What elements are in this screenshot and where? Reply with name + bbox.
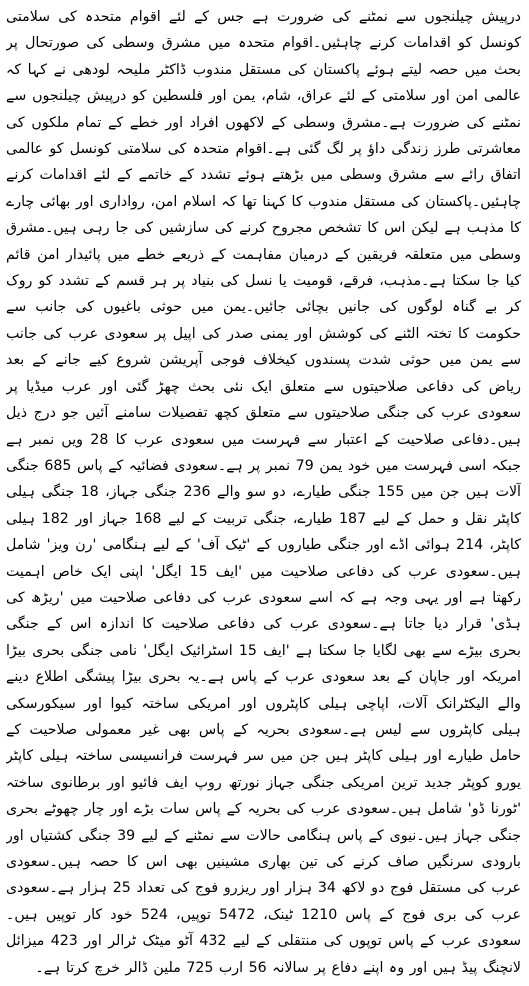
article-body: درپیش چیلنجوں سے نمٹنے کی ضرورت ہے جس کے لئے اقوام متحدہ کی سلامتی کونسل کو اقدامات کرنے چاہئیں۔اقوام متحدہ میں مشرق وسطی کی صورتحال پر بحث میں حصہ لیتے ہوئے پاکستان کی مستقل مندوب ڈاکٹر ملیحہ لودھی نے کہا کہ عالمی امن اور سلامتی کے لئے عراق، شام، یمن اور فلسطین کو درپیش چیلنجوں سے نمٹنے کی ضرورت ہے۔مشرق وسطی کے لاکھوں افراد اور خطے کے تمام ملکوں کی معاشرتی طرز زندگی داؤ پر لگ گئی ہے۔اقوام متحدہ کی سلامتی کونسل کو عالمی اتفاق رائے سے مشرق وسطی میں بڑھتے ہوئے تشدد کے خاتمے کے لئے اقدامات کرنے چاہئیں۔پاکستان کی مستقل مندوب کا کہنا تھا کہ اسلام امن، رواداری اور بھائی چارے کا مذہب ہے لیکن اس کا تشخص مجروح کرنے کی سازشیں کی جا رہی ہیں۔مشرق وسطی میں متعلقہ فریقین کے درمیان مفاہمت کے ذریعے خطے میں پائیدار امن قائم کیا جا سکتا ہے۔مذہب، فرقے، قومیت یا نسل کی بنیاد پر ہر قسم کے تشدد کو روک کر بے گناہ لوگوں کی جانیں بچائی جائیں۔یمن میں حوثی باغیوں کی جانب سے حکومت کا تختہ الٹنے کی کوشش اور یمنی صدر کی اپیل پر سعودی عرب کی جانب سے یمن میں حوثی شدت پسندوں کیخلاف فوجی آپریشن شروع کیے جانے کے بعد ریاض کی دفاعی صلاحیتوں سے متعلق ایک نئی بحث چھڑ گئی اور عرب میڈیا پر سعودی عرب کی جنگی صلاحیتوں سے متعلق کچھ تفصیلات سامنے آئیں جو درج ذیل ہیں۔دفاعی صلاحیت کے اعتبار سے فہرست میں سعودی عرب کا 28 ویں نمبر ہے جبکہ اسی فہرست میں خود یمن 79 نمبر پر ہے۔سعودی فضائیہ کے پاس 685 جنگی آلات ہیں جن میں 155 جنگی طیارے، دو سو والے 236 جنگی جہاز، 18 جنگی ہیلی کاپٹر نقل و حمل کے لیے 187 طیارے، جنگی تربیت کے لیے 168 جہاز اور 182 ہیلی کاپٹر، 214 ہوائی اڈے اور جنگی طیاروں کے 'ٹیک آف' کے لیے ہنگامی 'رن ویز' شامل ہیں۔سعودی عرب کی دفاعی صلاحیت میں 'ایف 15 ایگل' اپنی ایک خاص اہمیت رکھتا ہے اور یہی وجہ ہے کہ اسے سعودی عرب کی دفاعی صلاحیت میں 'ریڑھ کی ہڈی' قرار دیا جاتا ہے۔سعودی عرب کی دفاعی صلاحیت کا اندازہ اس کے جنگی بحری بیڑے سے بھی لگایا جا سکتا ہے 'ایف 15 اسٹرائیک ایگل' نامی جنگی بحری بیڑا امریکہ اور جاپان کے بعد سعودی عرب کے پاس ہے۔یہ بحری بیڑا پیشگی اطلاع دینے والے الیکٹرانک آلات، اپاچی ہیلی کاپٹروں اور امریکی ساختہ کیوا اور سیکورسکی ہیلی کاپٹروں سے لیس ہے۔سعودی بحریہ کے پاس بھی غیر معمولی صلاحیت کے حامل طیارے اور ہیلی کاپٹر ہیں جن میں سر فہرست فرانسیسی ساختہ ہیلی کاپٹر یورو کوپٹر جدید ترین امریکی جنگی جہاز نورتھ روپ ایف فائیو اور برطانوی ساختہ 'ٹورنا ڈو' شامل ہیں۔سعودی عرب کی بحریہ کے پاس سات بڑے اور چار چھوٹے بحری جنگی جہاز ہیں۔نیوی کے پاس ہنگامی حالات سے نمٹنے کے لیے 39 جنگی کشتیاں اور بارودی سرنگیں صاف کرنے کی تین بھاری مشینیں بھی اس کا حصہ ہیں۔سعودی عرب کی مستقل فوج دو لاکھ 34 ہزار اور ریزرو فوج کی تعداد 25 ہزار ہے۔سعودی عرب کی بری فوج کے پاس 1210 ٹینک، 5472 توپیں، 524 خود کار توپیں ہیں۔سعودی عرب کے پاس توپوں کی منتقلی کے لیے 432 آٹو میٹک ٹرالر اور 423 میزائل لانچنگ پیڈ ہیں اور وہ اپنے دفاع پر سالانہ 56 ارب 725 ملین ڈالر خرچ کرتا ہے۔ (6, 9, 521, 976)
news-article (6, 4, 521, 976)
